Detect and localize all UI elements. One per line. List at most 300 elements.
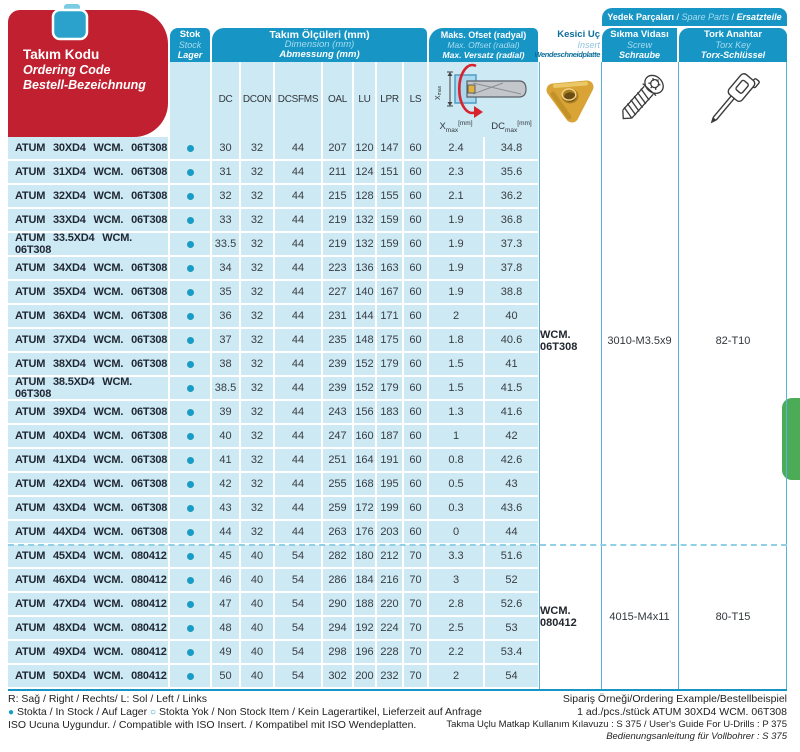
col-header-lpr: LPR bbox=[377, 62, 402, 137]
cell-lu: 196 bbox=[354, 641, 375, 665]
cell-oal: 302 bbox=[323, 665, 352, 689]
group-insert-code: WCM. 080412 bbox=[540, 545, 600, 689]
in-stock-dot-icon bbox=[187, 241, 194, 248]
col-header-lu: LU bbox=[354, 62, 375, 137]
cell-dc: 41 bbox=[212, 449, 239, 473]
cell-xmax: 1.3 bbox=[429, 401, 483, 425]
cell-dc: 49 bbox=[212, 641, 239, 665]
cell-lu: 140 bbox=[354, 281, 375, 305]
cell-code: ATUM 38XD4 WCM. 06T308 bbox=[8, 353, 168, 377]
cell-dc: 30 bbox=[212, 137, 239, 161]
cell-dc: 45 bbox=[212, 545, 239, 569]
cell-dc: 32 bbox=[212, 185, 239, 209]
col-header-oal: OAL bbox=[323, 62, 352, 137]
cell-dcmax: 43.6 bbox=[485, 497, 538, 521]
cell-stock bbox=[170, 185, 210, 209]
ordering-example-item: 1 ad./pcs./stück ATUM 30XD4 WCM. 06T308 bbox=[577, 706, 787, 718]
cell-dcon: 32 bbox=[241, 281, 273, 305]
cell-ls: 60 bbox=[404, 185, 427, 209]
max-offset-tr: Maks. Ofset (radyal) bbox=[440, 29, 527, 40]
cell-oal: 215 bbox=[323, 185, 352, 209]
cell-xmax: 0.8 bbox=[429, 449, 483, 473]
cell-ls: 60 bbox=[404, 305, 427, 329]
open-dot-icon: ○ bbox=[150, 707, 157, 718]
cell-code: ATUM 46XD4 WCM. 080412 bbox=[8, 569, 168, 593]
cell-xmax: 2.2 bbox=[429, 641, 483, 665]
cell-ls: 60 bbox=[404, 473, 427, 497]
cell-xmax: 1.5 bbox=[429, 377, 483, 401]
cell-dcmax: 54 bbox=[485, 665, 538, 689]
cell-dc: 39 bbox=[212, 401, 239, 425]
cell-lu: 120 bbox=[354, 137, 375, 161]
cell-dcmax: 36.2 bbox=[485, 185, 538, 209]
cell-lpr: 167 bbox=[377, 281, 402, 305]
cell-dc: 48 bbox=[212, 617, 239, 641]
cell-stock bbox=[170, 401, 210, 425]
screw-de: Schraube bbox=[618, 50, 660, 61]
cell-stock bbox=[170, 569, 210, 593]
cell-dcsfms: 54 bbox=[275, 617, 321, 641]
cell-stock bbox=[170, 593, 210, 617]
cell-lpr: 155 bbox=[377, 185, 402, 209]
cell-oal: 255 bbox=[323, 473, 352, 497]
divider-screw bbox=[601, 62, 602, 689]
cell-lu: 128 bbox=[354, 185, 375, 209]
footer-notes-left bbox=[8, 693, 482, 732]
cell-ls: 70 bbox=[404, 569, 427, 593]
cell-dcsfms: 44 bbox=[275, 233, 321, 257]
cell-dcon: 32 bbox=[241, 377, 273, 401]
cell-code: ATUM 49XD4 WCM. 080412 bbox=[8, 641, 168, 665]
in-stock-dot-icon bbox=[187, 409, 194, 416]
cell-dcsfms: 44 bbox=[275, 305, 321, 329]
screw-icon bbox=[608, 67, 672, 133]
cell-ls: 70 bbox=[404, 641, 427, 665]
cell-dcsfms: 44 bbox=[275, 209, 321, 233]
insert-tr: Kesici Uç bbox=[557, 28, 600, 40]
col-header-ls: LS bbox=[404, 62, 427, 137]
cell-oal: 298 bbox=[323, 641, 352, 665]
cell-dcsfms: 44 bbox=[275, 449, 321, 473]
cell-ls: 70 bbox=[404, 593, 427, 617]
in-stock-dot-icon bbox=[187, 601, 194, 608]
in-stock-dot-icon bbox=[187, 217, 194, 224]
cell-xmax: 1 bbox=[429, 425, 483, 449]
cell-stock bbox=[170, 665, 210, 689]
cell-dc: 40 bbox=[212, 425, 239, 449]
torx-de: Torx-Schlüssel bbox=[700, 50, 766, 61]
cell-lu: 172 bbox=[354, 497, 375, 521]
cell-ls: 60 bbox=[404, 137, 427, 161]
cell-code: ATUM 50XD4 WCM. 080412 bbox=[8, 665, 168, 689]
group-torx-code: 80-T15 bbox=[679, 545, 787, 689]
cell-dc: 38 bbox=[212, 353, 239, 377]
divider-insert bbox=[539, 62, 540, 689]
offset-diagram bbox=[431, 62, 535, 118]
footer-notes-right bbox=[446, 693, 787, 743]
cell-ls: 60 bbox=[404, 401, 427, 425]
in-stock-dot-icon bbox=[187, 169, 194, 176]
cell-lpr: 179 bbox=[377, 377, 402, 401]
cell-ls: 60 bbox=[404, 329, 427, 353]
in-stock-dot-icon bbox=[187, 481, 194, 488]
cell-dcon: 32 bbox=[241, 185, 273, 209]
cell-lpr: 232 bbox=[377, 665, 402, 689]
in-stock-dot-icon bbox=[187, 457, 194, 464]
cell-dcsfms: 44 bbox=[275, 161, 321, 185]
cell-ls: 60 bbox=[404, 233, 427, 257]
cell-stock bbox=[170, 545, 210, 569]
cell-lpr: 220 bbox=[377, 593, 402, 617]
green-page-tab bbox=[782, 398, 800, 480]
cell-oal: 239 bbox=[323, 353, 352, 377]
cell-dc: 50 bbox=[212, 665, 239, 689]
user-guide-note-de: Bedienungsanleitung für Vollbohrer : S 375 bbox=[606, 731, 787, 742]
cell-oal: 219 bbox=[323, 209, 352, 233]
cell-dcon: 32 bbox=[241, 209, 273, 233]
cell-dc: 37 bbox=[212, 329, 239, 353]
cell-dcon: 40 bbox=[241, 617, 273, 641]
screw-icon-cell bbox=[602, 62, 677, 137]
cell-code: ATUM 33.5XD4 WCM. 06T308 bbox=[8, 233, 168, 257]
torx-tr: Tork Anahtar bbox=[703, 28, 763, 40]
in-stock-dot-icon bbox=[187, 385, 194, 392]
cell-lu: 152 bbox=[354, 353, 375, 377]
cell-stock bbox=[170, 161, 210, 185]
stock-en: Stock bbox=[178, 40, 202, 51]
cell-stock bbox=[170, 497, 210, 521]
cell-xmax: 1.9 bbox=[429, 257, 483, 281]
cell-xmax: 1.9 bbox=[429, 233, 483, 257]
cell-dcmax: 40 bbox=[485, 305, 538, 329]
cell-lpr: 224 bbox=[377, 617, 402, 641]
divider-torx bbox=[678, 62, 679, 689]
cell-dcsfms: 44 bbox=[275, 257, 321, 281]
cell-lu: 136 bbox=[354, 257, 375, 281]
cell-dcon: 40 bbox=[241, 665, 273, 689]
cell-oal: 251 bbox=[323, 449, 352, 473]
cell-ls: 60 bbox=[404, 377, 427, 401]
cell-code: ATUM 35XD4 WCM. 06T308 bbox=[8, 281, 168, 305]
cell-ls: 60 bbox=[404, 257, 427, 281]
cell-ls: 70 bbox=[404, 545, 427, 569]
cell-dcon: 32 bbox=[241, 329, 273, 353]
stock-de: Lager bbox=[177, 50, 203, 61]
cell-stock bbox=[170, 329, 210, 353]
cell-dcmax: 41.6 bbox=[485, 401, 538, 425]
group-screw-code: 4015-M4x11 bbox=[602, 545, 677, 689]
cell-code: ATUM 39XD4 WCM. 06T308 bbox=[8, 401, 168, 425]
cell-dcmax: 53.4 bbox=[485, 641, 538, 665]
cell-xmax: 2.3 bbox=[429, 161, 483, 185]
cell-dcsfms: 44 bbox=[275, 137, 321, 161]
cell-code: ATUM 45XD4 WCM. 080412 bbox=[8, 545, 168, 569]
cell-xmax: 2.4 bbox=[429, 137, 483, 161]
cell-oal: 263 bbox=[323, 521, 352, 545]
filled-dot-icon: ● bbox=[8, 707, 15, 718]
cell-xmax: 1.8 bbox=[429, 329, 483, 353]
cell-dcsfms: 44 bbox=[275, 497, 321, 521]
cell-lu: 192 bbox=[354, 617, 375, 641]
cell-oal: 223 bbox=[323, 257, 352, 281]
in-stock-dot-icon bbox=[187, 649, 194, 656]
cell-dc: 46 bbox=[212, 569, 239, 593]
cell-lu: 132 bbox=[354, 209, 375, 233]
cell-xmax: 1.9 bbox=[429, 281, 483, 305]
cell-stock bbox=[170, 641, 210, 665]
cell-dc: 33.5 bbox=[212, 233, 239, 257]
cell-dcsfms: 54 bbox=[275, 569, 321, 593]
cell-stock bbox=[170, 137, 210, 161]
cell-dcon: 40 bbox=[241, 545, 273, 569]
cell-lu: 184 bbox=[354, 569, 375, 593]
cell-stock bbox=[170, 233, 210, 257]
cell-code: ATUM 34XD4 WCM. 06T308 bbox=[8, 257, 168, 281]
cell-xmax: 2.5 bbox=[429, 617, 483, 641]
cell-dcmax: 52 bbox=[485, 569, 538, 593]
cell-lpr: 171 bbox=[377, 305, 402, 329]
cell-dcmax: 36.8 bbox=[485, 209, 538, 233]
cell-stock bbox=[170, 353, 210, 377]
cell-code: ATUM 32XD4 WCM. 06T308 bbox=[8, 185, 168, 209]
cell-dcsfms: 44 bbox=[275, 353, 321, 377]
in-stock-dot-icon bbox=[187, 265, 194, 272]
cell-oal: 239 bbox=[323, 377, 352, 401]
cell-dc: 31 bbox=[212, 161, 239, 185]
cell-dcmax: 51.6 bbox=[485, 545, 538, 569]
cell-stock bbox=[170, 449, 210, 473]
cell-dcmax: 44 bbox=[485, 521, 538, 545]
dimensions-header bbox=[212, 28, 427, 62]
col-header-dc: DC bbox=[212, 62, 239, 137]
cell-dcmax: 41.5 bbox=[485, 377, 538, 401]
cell-xmax: 2 bbox=[429, 665, 483, 689]
cell-stock bbox=[170, 281, 210, 305]
cell-dcon: 32 bbox=[241, 257, 273, 281]
screw-en: Screw bbox=[626, 40, 652, 51]
cell-dcmax: 37.8 bbox=[485, 257, 538, 281]
cell-dc: 43 bbox=[212, 497, 239, 521]
ordering-code-tr: Takım Kodu bbox=[23, 47, 100, 62]
cell-dcon: 40 bbox=[241, 641, 273, 665]
cell-lpr: 195 bbox=[377, 473, 402, 497]
table-bottom-border bbox=[8, 689, 787, 691]
cell-lu: 152 bbox=[354, 377, 375, 401]
cell-lu: 200 bbox=[354, 665, 375, 689]
cell-dcsfms: 54 bbox=[275, 665, 321, 689]
cell-dcon: 32 bbox=[241, 449, 273, 473]
cell-lu: 168 bbox=[354, 473, 375, 497]
cell-dcon: 32 bbox=[241, 137, 273, 161]
dimensions-de: Abmessung (mm) bbox=[279, 49, 360, 61]
cell-dc: 36 bbox=[212, 305, 239, 329]
cell-oal: 235 bbox=[323, 329, 352, 353]
insert-header bbox=[534, 28, 600, 62]
stock-subheader bbox=[170, 62, 210, 137]
dimensions-tr: Takım Ölçüleri (mm) bbox=[269, 28, 370, 41]
cell-dc: 38.5 bbox=[212, 377, 239, 401]
cell-lu: 188 bbox=[354, 593, 375, 617]
user-guide-note: Takma Uçlu Matkap Kullanım Kılavuzu : S 375 / User's Guide For U-Drills : P 375 bbox=[446, 719, 787, 730]
cell-lpr: 228 bbox=[377, 641, 402, 665]
cell-dcon: 40 bbox=[241, 593, 273, 617]
cell-dc: 47 bbox=[212, 593, 239, 617]
cell-dcmax: 34.8 bbox=[485, 137, 538, 161]
cell-dcsfms: 44 bbox=[275, 473, 321, 497]
cell-stock bbox=[170, 305, 210, 329]
in-stock-dot-icon bbox=[187, 577, 194, 584]
torx-en: Torx Key bbox=[715, 40, 751, 51]
cell-dcmax: 41 bbox=[485, 353, 538, 377]
cell-code: ATUM 44XD4 WCM. 06T308 bbox=[8, 521, 168, 545]
cell-lpr: 216 bbox=[377, 569, 402, 593]
cell-ls: 60 bbox=[404, 497, 427, 521]
dcmax-col-label: $DC_{max}[mm]$ bbox=[491, 119, 532, 134]
in-stock-dot-icon bbox=[187, 553, 194, 560]
cell-xmax: 0.5 bbox=[429, 473, 483, 497]
cell-dcsfms: 44 bbox=[275, 425, 321, 449]
cell-code: ATUM 41XD4 WCM. 06T308 bbox=[8, 449, 168, 473]
group-insert-code: WCM. 06T308 bbox=[540, 137, 600, 545]
cell-dcon: 32 bbox=[241, 161, 273, 185]
cell-xmax: 3 bbox=[429, 569, 483, 593]
in-stock-dot-icon bbox=[187, 193, 194, 200]
max-offset-de: Max. Versatz (radial) bbox=[442, 50, 525, 61]
in-stock-dot-icon bbox=[187, 313, 194, 320]
cell-stock bbox=[170, 617, 210, 641]
iso-note: ISO Ucuna Uygundur. / Compatible with ISO Insert. / Kompatibel mit ISO Wendeplatten. bbox=[8, 719, 417, 731]
insert-icon-cell bbox=[540, 62, 600, 137]
cell-dcon: 32 bbox=[241, 353, 273, 377]
cell-dcsfms: 44 bbox=[275, 377, 321, 401]
cell-oal: 227 bbox=[323, 281, 352, 305]
cell-lu: 132 bbox=[354, 233, 375, 257]
offset-diagram-area bbox=[429, 62, 538, 137]
cell-lu: 124 bbox=[354, 161, 375, 185]
cell-dcon: 32 bbox=[241, 521, 273, 545]
cell-xmax: 1.9 bbox=[429, 209, 483, 233]
cell-xmax: 0 bbox=[429, 521, 483, 545]
cell-dcmax: 42.6 bbox=[485, 449, 538, 473]
cell-dcsfms: 44 bbox=[275, 185, 321, 209]
in-stock-dot-icon bbox=[187, 673, 194, 680]
cell-lpr: 159 bbox=[377, 209, 402, 233]
stock-tr: Stok bbox=[179, 28, 201, 40]
cell-code: ATUM 40XD4 WCM. 06T308 bbox=[8, 425, 168, 449]
cell-dcsfms: 44 bbox=[275, 401, 321, 425]
cell-oal: 243 bbox=[323, 401, 352, 425]
cell-oal: 290 bbox=[323, 593, 352, 617]
insert-icon bbox=[544, 77, 596, 123]
cell-stock bbox=[170, 425, 210, 449]
cell-xmax: 2.8 bbox=[429, 593, 483, 617]
cell-code: ATUM 38.5XD4 WCM. 06T308 bbox=[8, 377, 168, 401]
cell-lpr: 151 bbox=[377, 161, 402, 185]
xmax-col-label: $X_{max}[mm]$ bbox=[439, 119, 473, 134]
cell-code: ATUM 33XD4 WCM. 06T308 bbox=[8, 209, 168, 233]
in-stock-dot-icon bbox=[187, 361, 194, 368]
cell-dcon: 40 bbox=[241, 569, 273, 593]
cell-stock bbox=[170, 257, 210, 281]
cell-xmax: 0.3 bbox=[429, 497, 483, 521]
product-table bbox=[8, 8, 787, 698]
cell-dcmax: 38.8 bbox=[485, 281, 538, 305]
cell-oal: 294 bbox=[323, 617, 352, 641]
max-offset-en: Max. Offset (radial) bbox=[447, 40, 520, 51]
col-header-dcon: DCON bbox=[241, 62, 273, 137]
torx-key-icon-cell bbox=[679, 62, 787, 137]
cell-oal: 259 bbox=[323, 497, 352, 521]
cell-xmax: 1.5 bbox=[429, 353, 483, 377]
insert-de: Wendeschneidplatte bbox=[534, 50, 600, 60]
stock-legend: ● Stokta / In Stock / Auf Lager ○ Stokta Yok / Non Stock Item / Kein Lagerartikel, Lieferzeit auf Anfrage bbox=[8, 706, 482, 718]
cell-dcsfms: 54 bbox=[275, 641, 321, 665]
in-stock-dot-icon bbox=[187, 433, 194, 440]
spare-parts-header: Yedek Parçaları / Spare Parts / Ersatzteile bbox=[602, 8, 787, 26]
cell-dcon: 32 bbox=[241, 497, 273, 521]
cell-dcmax: 40.6 bbox=[485, 329, 538, 353]
cell-stock bbox=[170, 473, 210, 497]
torx-header bbox=[679, 28, 787, 62]
cell-stock bbox=[170, 377, 210, 401]
cell-ls: 70 bbox=[404, 617, 427, 641]
cell-dcon: 32 bbox=[241, 401, 273, 425]
cell-ls: 60 bbox=[404, 209, 427, 233]
cell-lu: 160 bbox=[354, 425, 375, 449]
cell-oal: 286 bbox=[323, 569, 352, 593]
ordering-code-en: Ordering Code bbox=[23, 63, 111, 77]
cell-dcon: 32 bbox=[241, 305, 273, 329]
cell-lu: 148 bbox=[354, 329, 375, 353]
cell-lpr: 212 bbox=[377, 545, 402, 569]
cell-dcmax: 37.3 bbox=[485, 233, 538, 257]
cell-lu: 180 bbox=[354, 545, 375, 569]
cell-code: ATUM 48XD4 WCM. 080412 bbox=[8, 617, 168, 641]
group-screw-code: 3010-M3.5x9 bbox=[602, 137, 677, 545]
cell-lu: 144 bbox=[354, 305, 375, 329]
svg-text:Xmax: Xmax bbox=[435, 85, 443, 100]
cell-ls: 60 bbox=[404, 161, 427, 185]
divider-right-edge bbox=[786, 62, 787, 689]
cell-code: ATUM 30XD4 WCM. 06T308 bbox=[8, 137, 168, 161]
cell-code: ATUM 36XD4 WCM. 06T308 bbox=[8, 305, 168, 329]
cell-oal: 219 bbox=[323, 233, 352, 257]
in-stock-dot-icon bbox=[187, 505, 194, 512]
cell-ls: 60 bbox=[404, 449, 427, 473]
cell-dcsfms: 44 bbox=[275, 521, 321, 545]
cell-code: ATUM 37XD4 WCM. 06T308 bbox=[8, 329, 168, 353]
rl-note: R: Sağ / Right / Rechts/ L: Sol / Left / Links bbox=[8, 693, 208, 705]
screw-header bbox=[602, 28, 677, 62]
cell-dcon: 32 bbox=[241, 425, 273, 449]
cell-oal: 211 bbox=[323, 161, 352, 185]
cell-stock bbox=[170, 521, 210, 545]
cell-oal: 207 bbox=[323, 137, 352, 161]
cell-dcon: 32 bbox=[241, 473, 273, 497]
insert-en: Insert bbox=[577, 40, 600, 51]
max-offset-header bbox=[429, 28, 538, 62]
dimensions-en: Dimension (mm) bbox=[284, 39, 355, 51]
col-header-dcsfms: DCSFMS bbox=[275, 62, 321, 137]
group-separator bbox=[8, 544, 787, 546]
cell-ls: 60 bbox=[404, 353, 427, 377]
in-stock-dot-icon bbox=[187, 337, 194, 344]
cell-xmax: 3.3 bbox=[429, 545, 483, 569]
cell-lpr: 187 bbox=[377, 425, 402, 449]
cell-dcmax: 53 bbox=[485, 617, 538, 641]
cell-lpr: 179 bbox=[377, 353, 402, 377]
in-stock-dot-icon bbox=[187, 529, 194, 536]
